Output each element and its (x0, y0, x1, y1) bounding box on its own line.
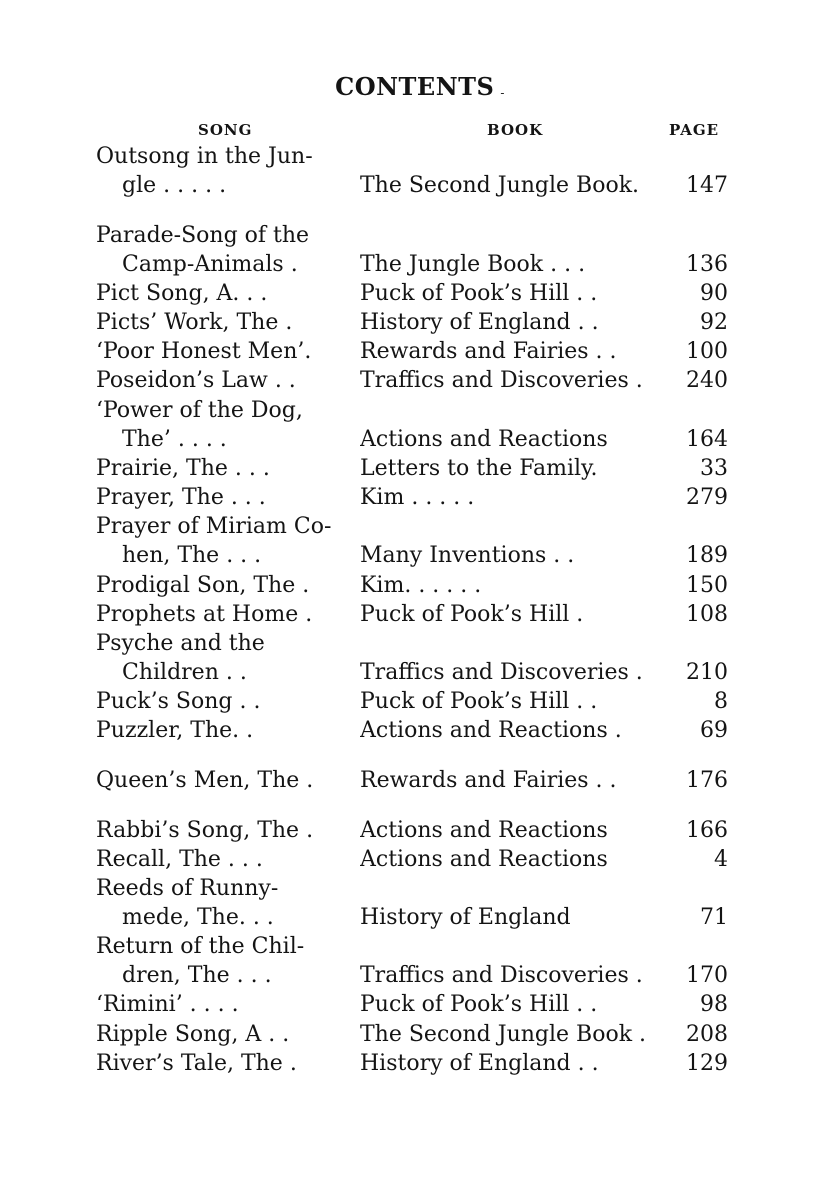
song-title: Prayer, The . . . (96, 485, 266, 510)
song-title: Picts’ Work, The . (96, 310, 293, 335)
book-title: Many Inventions . . (360, 543, 575, 568)
song-title: Reeds of Runny- (96, 876, 279, 901)
page-number: 208 (686, 1022, 728, 1047)
table-row (0, 484, 840, 512)
song-title: Prairie, The . . . (96, 456, 270, 481)
table-row (0, 846, 840, 874)
page-number: 92 (700, 310, 728, 335)
page-number: 166 (686, 818, 728, 843)
table-row (0, 1050, 840, 1078)
song-title: dren, The . . . (122, 963, 272, 988)
song-title: Return of the Chil- (96, 934, 305, 959)
song-title: Ripple Song, A . . (96, 1022, 290, 1047)
book-title: Rewards and Fairies . . (360, 339, 617, 364)
song-title: Camp-Animals . (122, 252, 298, 277)
book-title: Puck of Pook’s Hill . . (360, 689, 598, 714)
book-title: Actions and Reactions (360, 847, 608, 872)
table-row (0, 172, 840, 200)
book-title: The Second Jungle Book. (360, 173, 640, 198)
page-number: 150 (686, 573, 728, 598)
song-title: Prophets at Home . (96, 602, 313, 627)
song-title: Prayer of Miriam Co- (96, 514, 332, 539)
column-header-page: PAGE (669, 121, 720, 139)
book-title: Puck of Pook’s Hill . . (360, 281, 598, 306)
book-title: History of England (360, 905, 571, 930)
song-title: Puck’s Song . . (96, 689, 261, 714)
table-row (0, 542, 840, 570)
song-title: Psyche and the (96, 631, 265, 656)
book-title: Actions and Reactions (360, 427, 608, 452)
song-title: Prodigal Son, The . (96, 573, 310, 598)
song-title: hen, The . . . (122, 543, 262, 568)
book-title: History of England . . (360, 1051, 599, 1076)
book-title: Kim . . . . . (360, 485, 475, 510)
table-row (0, 962, 840, 990)
book-title: History of England . . (360, 310, 599, 335)
table-row (0, 630, 840, 658)
book-title: Traffics and Discoveries . (360, 963, 643, 988)
table-row (0, 688, 840, 716)
book-title: Letters to the Family. (360, 456, 598, 481)
page-number: 108 (686, 602, 728, 627)
page-number: 69 (700, 718, 728, 743)
table-row (0, 251, 840, 279)
song-title: Puzzler, The. . (96, 718, 254, 743)
book-title: Traffics and Discoveries . (360, 660, 643, 685)
table-row (0, 933, 840, 961)
table-row (0, 309, 840, 337)
page-number: 176 (686, 768, 728, 793)
song-title: Children . . (122, 660, 247, 685)
page-number: 4 (714, 847, 728, 872)
table-row (0, 338, 840, 366)
song-title: Poseidon’s Law . . (96, 368, 296, 393)
table-row (0, 426, 840, 454)
page-number: 129 (686, 1051, 728, 1076)
page-number: 170 (686, 963, 728, 988)
book-title: Rewards and Fairies . . (360, 768, 617, 793)
song-title: Pict Song, A. . . (96, 281, 268, 306)
column-header-song: SONG (198, 121, 253, 139)
page-number: 71 (700, 905, 728, 930)
book-title: Traffics and Discoveries . (360, 368, 643, 393)
page-number: 8 (714, 689, 728, 714)
page-number: 240 (686, 368, 728, 393)
page-number: 136 (686, 252, 728, 277)
table-row (0, 717, 840, 745)
song-title: gle . . . . . (122, 173, 227, 198)
table-row (0, 1021, 840, 1049)
page-number: 189 (686, 543, 728, 568)
book-title: Actions and Reactions . (360, 718, 622, 743)
book-title: The Second Jungle Book . (360, 1022, 647, 1047)
table-row (0, 904, 840, 932)
table-row (0, 455, 840, 483)
table-row (0, 767, 840, 795)
table-row (0, 222, 840, 250)
table-row (0, 367, 840, 395)
page-number: 33 (700, 456, 728, 481)
table-row (0, 991, 840, 1019)
table-row (0, 875, 840, 903)
song-title: Queen’s Men, The . (96, 768, 314, 793)
page-number: 279 (686, 485, 728, 510)
page-number: 90 (700, 281, 728, 306)
song-title: ‘Rimini’ . . . . (96, 992, 239, 1017)
table-row (0, 143, 840, 171)
song-title: Parade-Song of the (96, 223, 310, 248)
page-number: 164 (686, 427, 728, 452)
song-title: ‘Poor Honest Men’. (96, 339, 312, 364)
book-title: Actions and Reactions (360, 818, 608, 843)
table-row (0, 817, 840, 845)
song-title: River’s Tale, The . (96, 1051, 297, 1076)
table-row (0, 397, 840, 425)
page-number: 147 (686, 173, 728, 198)
book-title: Puck of Pook’s Hill . . (360, 992, 598, 1017)
song-title: The’ . . . . (122, 427, 227, 452)
table-row (0, 572, 840, 600)
table-row (0, 513, 840, 541)
song-title: Recall, The . . . (96, 847, 263, 872)
song-title: mede, The. . . (122, 905, 274, 930)
book-title: Kim. . . . . . (360, 573, 482, 598)
book-title: Puck of Pook’s Hill . (360, 602, 584, 627)
page-number: 98 (700, 992, 728, 1017)
table-row (0, 280, 840, 308)
page-number: 100 (686, 339, 728, 364)
song-title: Outsong in the Jun- (96, 144, 313, 169)
book-title: The Jungle Book . . . (360, 252, 586, 277)
page-title: CONTENTS - (335, 72, 505, 101)
column-header-book: BOOK (487, 121, 544, 139)
page-number: 210 (686, 660, 728, 685)
song-title: ‘Power of the Dog, (96, 398, 303, 423)
title-mark: - (500, 86, 505, 100)
table-row (0, 659, 840, 687)
table-row (0, 601, 840, 629)
song-title: Rabbi’s Song, The . (96, 818, 314, 843)
